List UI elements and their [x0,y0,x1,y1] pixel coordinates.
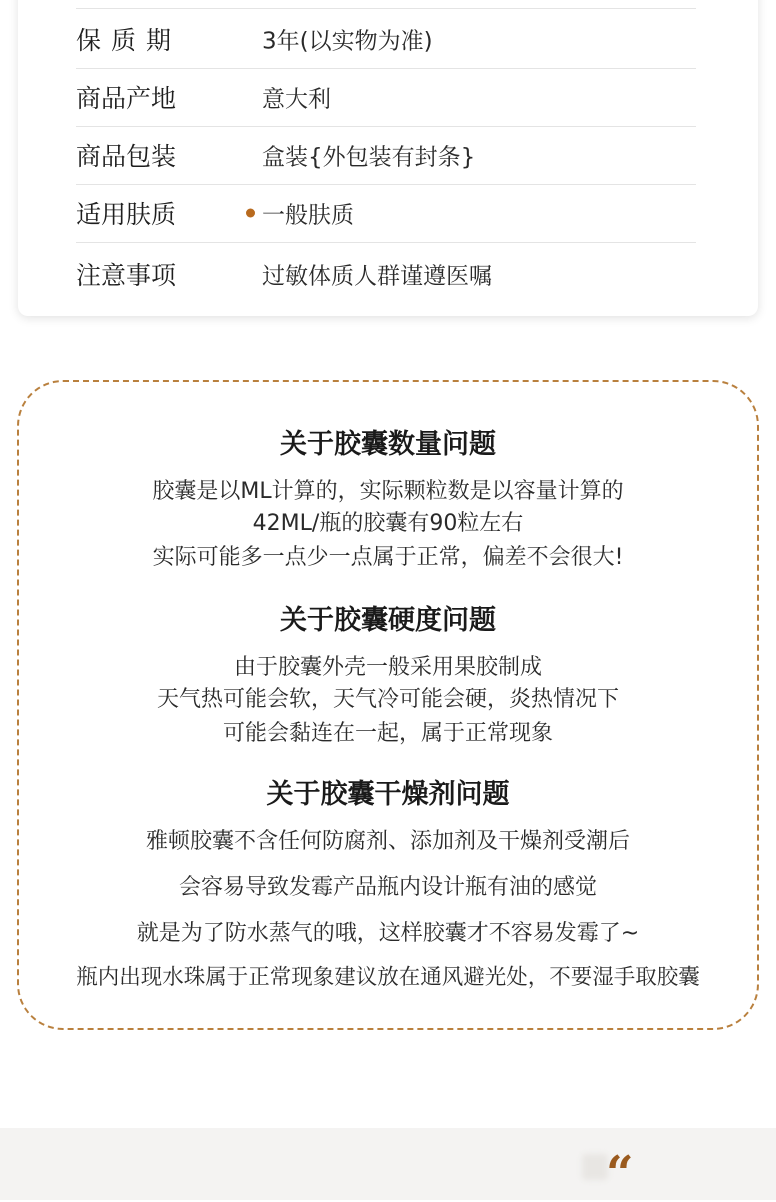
notice-line: 雅顿胶囊不含任何防腐剂、添加剂及干燥剂受潮后 [145,829,630,854]
spec-row-notes [76,245,696,303]
spec-value: 过敏体质人群谨遵医嘱 [262,263,492,290]
notice-line: 42ML/瓶的胶囊有90粒左右 [252,511,524,536]
spec-value: 3年(以实物为准) [262,28,433,55]
spec-row-skin-type [76,184,696,243]
notice-line: 可能会黏连在一起，属于正常现象 [222,721,553,746]
spec-label: 商品产地 [76,84,177,113]
faint-graphic [582,1154,608,1180]
spec-value: 一般肤质 [262,202,354,229]
notice-line: 瓶内出现水珠属于正常现象建议放在通风避光处，不要湿手取胶囊 [76,965,700,990]
notice-line: 就是为了防水蒸气的哦，这样胶囊才不容易发霉了~ [136,921,640,946]
section-title: 关于胶囊数量问题 [280,429,496,460]
notice-line: 天气热可能会软，天气冷可能会硬，炎热情况下 [156,687,619,712]
spec-row-origin [76,68,696,127]
quote-mark-icon: “ [606,1146,634,1202]
spec-label: 保质期 [76,26,182,55]
spec-row-shelf-life [76,10,696,69]
spec-label: 适用肤质 [76,200,177,229]
next-section-strip [0,1128,776,1200]
notice-line: 会容易导致发霉产品瓶内设计瓶有油的感觉 [178,875,597,900]
notice-line: 实际可能多一点少一点属于正常，偏差不会很大! [152,545,624,570]
section-title: 关于胶囊干燥剂问题 [266,779,510,810]
spec-label: 注意事项 [76,261,177,290]
spec-value: 盒装{外包装有封条} [262,144,476,171]
bullet-dot-icon [246,209,255,218]
section-title: 关于胶囊硬度问题 [280,605,496,636]
spec-label: 商品包装 [76,142,177,171]
notice-line: 胶囊是以ML计算的，实际颗粒数是以容量计算的 [152,479,624,504]
notice-line: 由于胶囊外壳一般采用果胶制成 [233,655,542,680]
product-spec-card [18,0,758,316]
divider [76,8,696,9]
spec-value: 意大利 [262,86,331,113]
spec-row-packaging [76,126,696,185]
